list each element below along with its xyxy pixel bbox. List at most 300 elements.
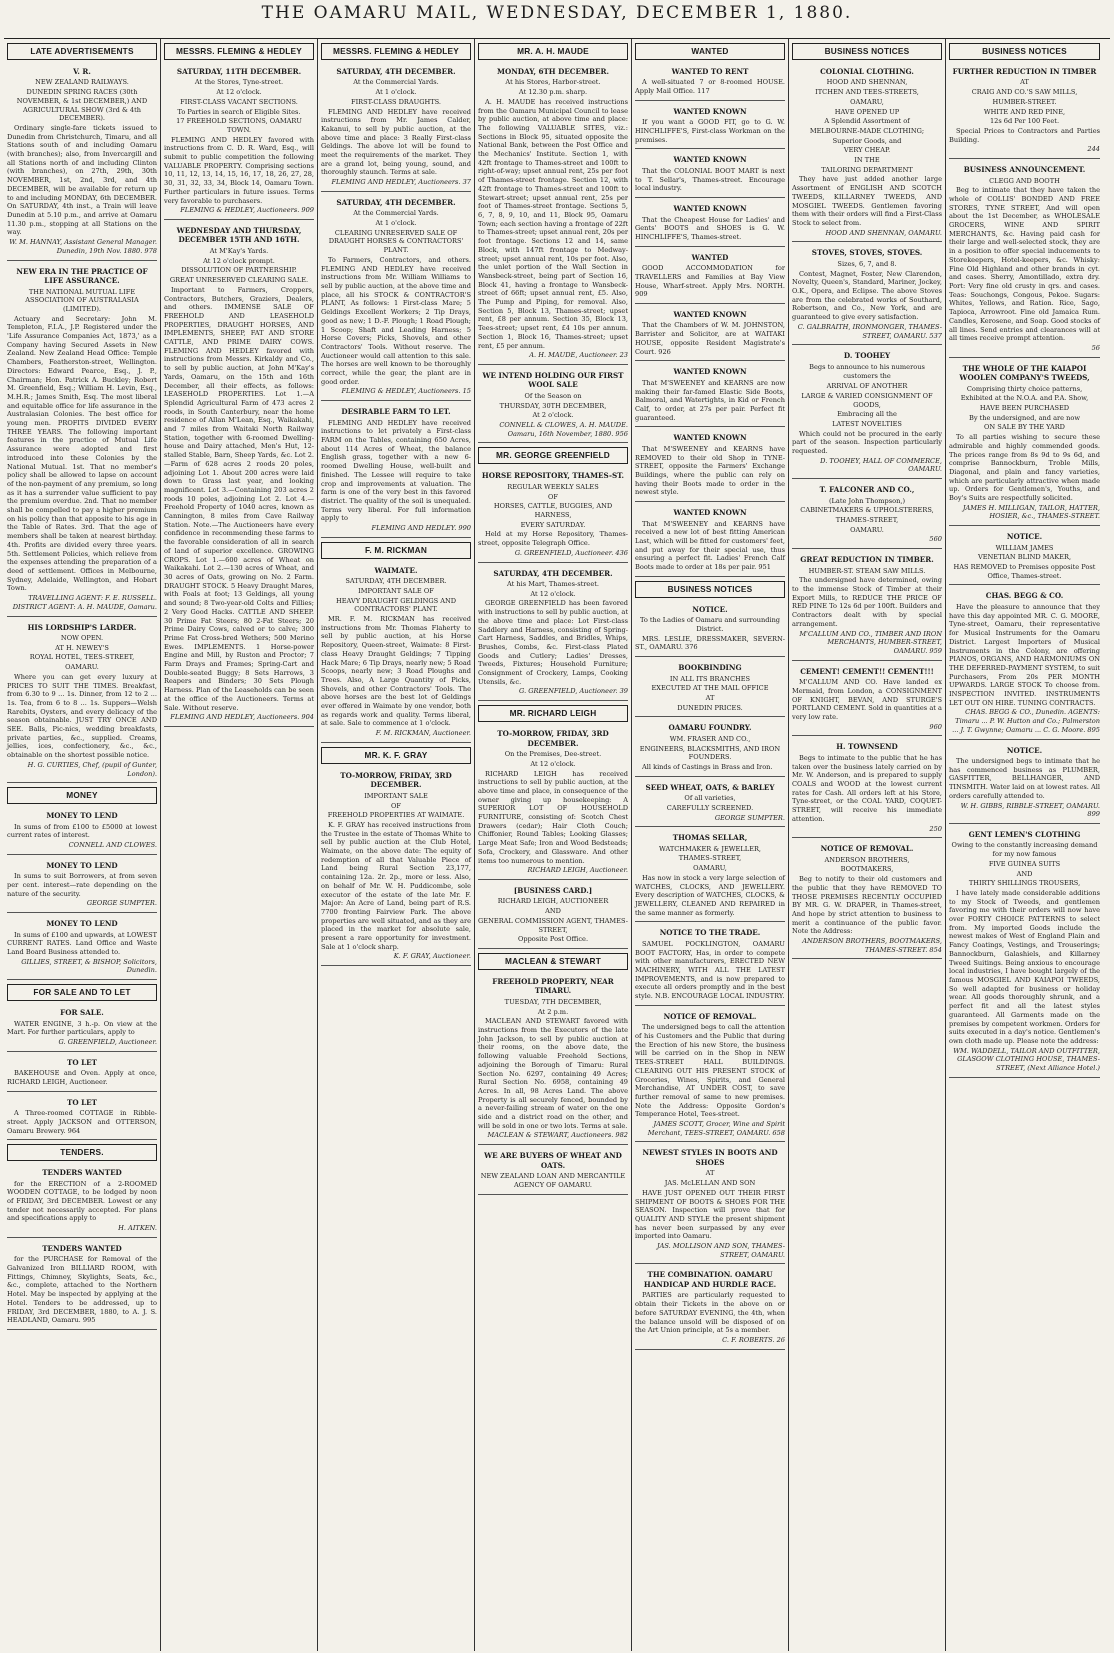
ad-line: THIRTY SHILLINGS TROUSERS, <box>968 879 1081 888</box>
column-3 <box>318 39 475 1651</box>
section-banner: MACLEAN & STEWART <box>478 953 628 970</box>
ad-line: CRAIG AND CO.'S SAW MILLS, <box>971 88 1078 97</box>
advertisement <box>635 306 785 361</box>
ad-heading: THE WHOLE OF THE KAIAPOI WOOLEN COMPANY'S TWEEDS, <box>959 363 1090 383</box>
column-6 <box>789 39 946 1651</box>
ad-line: NOW OPEN. <box>60 634 104 643</box>
ad-heading: TENDERS WANTED <box>42 1168 122 1178</box>
ad-line: ANDERSON BROTHERS, <box>824 855 910 864</box>
ad-line: AT <box>705 1169 715 1178</box>
ad-heading: SATURDAY, 4TH DECEMBER. <box>336 197 456 207</box>
ad-signature: ANDERSON BROTHERS, BOOTMAKERS, THAMES-STREET. 854 <box>802 937 942 954</box>
ad-signature: CONNELL AND CLOWES. <box>68 841 157 850</box>
ad-signature: 56 <box>1091 343 1100 352</box>
section-banner: LATE ADVERTISEMENTS <box>7 43 157 60</box>
ad-body: Has now in stock a very large selection of WATCHES, CLOCKS, AND JEWELLERY. Every description of WATCHES, CLOCKS, & JEWELLERY, CLEANED AND REPAIRED in the same manner as formerly. <box>635 873 785 917</box>
ad-line: Comprising thirty choice patterns, <box>966 384 1083 393</box>
ad-signature: W. M. HANNAY, Assistant General Manager. Dunedin, 19th Nov. 1880. 978 <box>9 238 157 255</box>
ad-line: 17 FREEHOLD SECTIONS, OAMARU TOWN. <box>176 117 302 134</box>
ad-heading: CHAS. BEGG & CO. <box>985 591 1064 601</box>
ad-heading: FREEHOLD PROPERTY, NEAR TIMARU. <box>492 976 614 996</box>
ad-signature: 560 <box>929 535 942 544</box>
ad-line: WATCHMAKER & JEWELLER, <box>659 844 761 853</box>
ad-line: AT <box>1020 78 1029 87</box>
advertisement <box>164 63 314 220</box>
ad-signature: 960 <box>929 722 942 731</box>
advertisement <box>635 249 785 304</box>
ad-heading: NEWEST STYLES IN BOOTS AND SHOES <box>642 1148 778 1167</box>
ad-heading: SEED WHEAT, OATS, & BARLEY <box>645 782 775 792</box>
advertisement <box>635 1266 785 1349</box>
ad-line: DUNEDIN SPRING RACES (30th NOVEMBER, & 1st DECEMBER,) AND AGRICULTURAL SHOW (3rd & 4th DECEMBER). <box>16 88 148 123</box>
advertisement <box>635 779 785 828</box>
ad-signature: RICHARD LEIGH, Auctioneer. <box>527 866 628 875</box>
ad-body: The undersigned begs to call the attention of his Customers and the Public that during the Erection of his new Store, the business will be carried on in the Shop in NEW TEES-STREET HALL BUILDINGS. CLEARING OUT HIS PRESENT STOCK of Groceries, Wines, Spirits, and General Merchandise, AT UNDER COST, to save further removal of same to new premises. Note the Address: Opposite Gordon's Temperance Hotel, Tees-street. <box>635 1023 785 1119</box>
section-banner: MONEY <box>7 787 157 804</box>
ad-body: In sums of £100 and upwards, at LOWEST CURRENT RATES. Land Office and Waste Land Board Business attended to. <box>7 930 157 957</box>
advertisement <box>949 161 1100 358</box>
ad-line: NEW ZEALAND LOAN AND MERCANTILE AGENCY OF OAMARU. <box>480 1172 626 1189</box>
column-2 <box>161 39 318 1651</box>
column-1 <box>4 39 161 1651</box>
ad-line: THE NATIONAL MUTUAL LIFE ASSOCIATION OF AUSTRALASIA (LIMITED). <box>25 287 139 313</box>
ad-line: VERY CHEAP. <box>843 146 891 155</box>
ad-body: The undersigned have determined, owing to the immense Stock of Timber at their Export Mills, to REDUCE THE PRICE OF RED PINE To 12s 6d per 100ft. Builders and Contractors dealt with by special arrangement. <box>792 576 942 628</box>
ad-body: Held at my Horse Repository, Thames-street, opposite Telegraph Office. <box>478 530 628 548</box>
ad-line: ON SALE BY THE YARD <box>984 423 1065 432</box>
ad-body: WATER ENGINE, 3 h.-p. On view at the Mart. For further particulars, apply to <box>7 1019 157 1037</box>
ad-line: Exhibited at the N.O.A. and P.A. Show, <box>960 394 1089 403</box>
ad-body: That M'SWEENEY and KEARNS have REMOVED to their old Shop in TYNE-STREET, opposite the Farmers' Exchange Buildings, where the public can rely on having their Boots made to order in the newest style. <box>635 444 785 497</box>
ad-line: AT H. NEWEY'S <box>55 643 109 652</box>
ad-line: At 2 o'clock. <box>532 411 574 420</box>
ad-body: A Three-roomed COTTAGE in Ribble-street. Apply JACKSON and OTTERSON, Oamaru Brewery. 964 <box>7 1109 157 1135</box>
ad-body: FLEMING AND HEDLEY have received instructions to let privately a First-class FARM on the Tables, containing 650 Acres, about 114 Acres of Wheat, the balance English grass, together with a new 6-roomed Dwelling House, well-built and finished. The Lessee will require to take crop and improvements at valuation. The farm is one of the very best in this favored district. The quality of the soil is unequaled. Terms very liberal. For full information apply to <box>321 418 471 523</box>
ad-line: IMPORTANT SALE OF <box>358 586 434 595</box>
ad-heading: D. TOOHEY <box>843 351 891 361</box>
ad-heading: HORSE REPOSITORY, THAMES-ST. <box>481 471 625 481</box>
ad-heading: H. TOWNSEND <box>836 742 898 752</box>
ad-line: ITCHEN AND TEES-STREETS, <box>815 88 919 97</box>
ad-signature: MACLEAN & STEWART, Auctioneers. 982 <box>487 1131 628 1140</box>
advertisement <box>792 481 942 549</box>
section-banner: WANTED <box>635 43 785 60</box>
ad-signature: H. G. CURTIES, Chef, (pupil of Gunter, London). <box>27 760 157 778</box>
ad-heading: FOR SALE. <box>60 1008 104 1018</box>
ad-signature: CHAS. BEGG & CO., Dunedin. AGENTS: Timaru ... P. W. Hutton and Co.; Palmerston ... J. T. Gwynne; Oamaru ... C. G. Moore. 895 <box>952 708 1100 734</box>
ad-line: NEW ZEALAND RAILWAYS. <box>35 78 129 87</box>
advertisement <box>7 63 157 261</box>
ad-line: DUNEDIN PRICES. <box>677 703 743 712</box>
advertisement <box>478 565 628 702</box>
ad-body: FLEMING AND HEDLEY have received instructions from Mr. James Calder, Kakanui, to sell by public auction, at the above time and place: 3 Really First-class Geldings. The above lot will be found to meet the requirements of the market. They are a grand lot, being young, sound, and thoroughly staunch. Terms at sale. <box>321 107 471 177</box>
ad-line: JAS. McLELLAN AND SON <box>664 1179 756 1188</box>
ad-heading: CEMENT! CEMENT!! CEMENT!!! <box>800 666 934 676</box>
advertisement <box>792 738 942 838</box>
ad-line: WILLIAM JAMES <box>995 543 1054 552</box>
ad-body: K. F. GRAY has received instructions from the Trustee in the estate of Thomas White to sell by public auction at the Club Hotel, Waimate, on the above date: The equity of redemption of all that Valuable Piece of Land being Rural Section 23,177, containing 12a. 2r. 2p., more or less. Also, on behalf of Mr. W. H. Puddicombe, sole executor of the estate of the late Mr. F. Major: An Acre of Land, being part of R.S. 7700 fronting Fairview Park. The above properties are well situated, and as they are placed in the market for absolute sale, present a rare opportunity for investment. Sale at 1 o'clock sharp. <box>321 820 471 951</box>
advertisement <box>7 263 157 617</box>
ad-heading: WE ARE BUYERS OF WHEAT AND OATS. <box>484 1151 622 1170</box>
advertisement <box>792 840 942 959</box>
ad-line: MELBOURNE-MADE CLOTHING; <box>809 126 925 135</box>
ad-body: Important to Farmers, Croppers, Contractors, Butchers, Graziers, Dealers, and others. IMMENSE SALE OF FREEHOLD AND LEASEHOLD PROPERTIES, DRAUGHT HORSES, AND IMPLEMENTS, SHEEP, FAT AND STORE CATTLE, AND PRIME DAIRY COWS. FLEMING AND HEDLEY favored with instructions from Messrs. Kirkaldy and Co., to sell by public auction, at John M'Kay's Yards, Oamaru, on the 15th and 16th December, all their effects, as follows: LEASEHOLD PROPERTIES. Lot 1.—A Splendid Agricultural Farm of 473 acres 2 roods, in South Canterbury, near the home residence of Allan M'Lean, Esq., Waikakahi, and 7 miles from Waitaki North Railway Station, together with 6-roomed Dwelling-house and Dairy attached, Men's Hut, 12-stalled Stable, Barn, Sheep Yards, &c. Lot 2.—Farm of 628 acres 2 roods 20 poles, adjoining Lot 1. About 200 acres were laid down to Grass last year, and looking magnificent. Lot 3.—Containing 203 acres 2 roods 10 poles, adjoining Lot 2. Lot 4.—Freehold Property of 1040 acres, known as Cannington, 8 miles from Cave Railway Station. Note.—The Auctioneers have every confidence in recommending these farms to the favorable consideration of all in search of land of superior excellence. GROWING CROPS. Lot 1.—600 acres of Wheat on Waikakahi. Lot 2.—130 acres of Wheat, and 30 acres of Oats, growing on No. 2 Farm. DRAUGHT STOCK. 5 Heavy Draught Mares, with Foals at foot; 13 Geldings, all young and sound; 8 Two-year-old Colts and Fillies; 2 Very Good Hacks. CATTLE AND SHEEP. 30 Prime Fat Steers; 80 2-Fat Steers; 20 Prime Dairy Cows, calved or to calve; 300 Prime Fat Cross-bred Wethers; 500 Merino Ewes. IMPLEMENTS. 1 Horse-power Engine and Mill, by Ruston and Proctor; 7 Farm Drays and Frames; Spring-Cart and Double-seated Buggy; 8 Sets Harrows, 3 Reapers and Binders; 30 Sets Plough Harness. Plan of the Leaseholds can be seen at the office of the Auctioneers. Terms at Sale. Without reserve. <box>164 285 314 712</box>
ad-line: At the Stores, Tyne-street. <box>194 78 284 87</box>
ad-heading: V. R. <box>73 66 91 76</box>
ad-heading: WANTED <box>691 252 729 262</box>
ad-signature: GEORGE SUMPTER. <box>714 813 785 822</box>
ad-line: Begs to announce to his numerous <box>809 362 925 371</box>
ad-body: I have lately made considerable additions to my Stock of Tweeds, and gentlemen favoring me with their orders will now have over FORTY CHOICE PATTERNS to select from. My imported Goods include the newest makes of West of England Plain and Fancy Coatings, Vestings, and Trouserings; Bannockburn, Galashiels, and Killarney Tweed Suitings. Being anxious to encourage local industries, I have bought largely of the famous MOSGIEL AND KAIAPOI TWEEDS, So well adapted for business or holiday wear. All goods thoroughly shrunk, and a perfect fit and all the latest styles guaranteed. All Garments made on the premises by competent workmen. Orders for suits executed in a day's notice. Gentlemen's own cloth made up. Please note the address: <box>949 888 1100 1045</box>
ad-heading: WANTED TO RENT <box>671 66 749 76</box>
ad-body: MACLEAN AND STEWART favored with instructions from the Executors of the late John Jackson, to sell by public auction at their rooms, on the above date, the following valuable Freehold Sections, adjoining the Borough of Timaru: Rural Section No. 6297, containing 49 Acres; Rural Section No. 6958, containing 49 Acres. In all, 98 Acres Land. The above Property is all securely fenced, bounded by a never-failing stream of water on the one side and a district road on the other, and will be sold in one or two lots. Terms at sale. <box>478 1017 628 1130</box>
ad-heading: GREAT REDUCTION IN TIMBER. <box>800 555 934 565</box>
ad-body: That M'SWEENEY and KEARNS are now making their far-famed Elastic Side Boots, Balmoral, and Watertights, in Kid or French Calf, to order, at 27s per pair. Perfect fit guaranteed. <box>635 378 785 422</box>
ad-heading: TO-MORROW, FRIDAY, 3RD DECEMBER. <box>340 770 452 790</box>
ad-heading: SATURDAY, 4TH DECEMBER. <box>493 568 613 578</box>
ad-signature: F. M. RICKMAN, Auctioneer. <box>375 729 471 738</box>
ad-body: That the COLONIAL BOOT MART is next to T. Sellar's, Thames-street. Encourage local industry. <box>635 166 785 193</box>
advertisement <box>635 1008 785 1143</box>
ad-line: Sizes, 6, 7, and 8. <box>837 259 897 268</box>
ad-line: At 12 o'clock. <box>530 759 576 768</box>
ad-heading: TO LET <box>67 1057 97 1067</box>
ad-body: for the PURCHASE for Removal of the Galvanized Iron BILLIARD ROOM, with Fittings, Chimney, Skylights, Seats, &c., &c., complete, attached to the Northern Hotel. May be inspected by applying at the Hotel. Tenders to be addressed, up to FRIDAY, 3rd DECEMBER, 1880, to A. J. S. HEADLAND, Oamaru. 995 <box>7 1255 157 1325</box>
ad-line: RICHARD LEIGH, AUCTIONEER <box>497 897 609 906</box>
ad-heading: NOTICE OF REMOVAL. <box>663 1011 757 1021</box>
ad-heading: MONEY TO LEND <box>46 919 118 929</box>
advertisement <box>478 467 628 562</box>
ad-heading: THE COMBINATION. OAMARU HANDICAP AND HURDLE RACE. <box>643 1270 777 1289</box>
ad-line: To Parties in search of Eligible Sites. <box>177 107 301 116</box>
section-banner: FOR SALE AND TO LET <box>7 984 157 1001</box>
ad-line: At 12 o'clock. <box>216 88 262 97</box>
ad-body: HAVE JUST OPENED OUT THEIR FIRST SHIPMENT OF BOOTS & SHOES FOR THE SEASON. Inspection will prove that for QUALITY AND STYLE the present shipment has never been surpassed by any ever imported into Oamaru. <box>635 1188 785 1241</box>
ad-line: OF <box>548 492 558 501</box>
ad-body: Ordinary single-fare tickets issued to Dunedin from Christchurch, Timaru, and all Stations south of and including Oamaru (with branches); also, from Invercargill and all Stations north of and including Clinton (with branches), on 27th, 29th, 30th NOVEMBER, 1st, 2nd, 3rd, and 4th DECEMBER, will be available for return up to and including MONDAY, 6th DECEMBER. On SATURDAY, 4th inst., a Train will leave Dunedin at 5.10 p.m., and arrive at Oamaru 11.30 p.m., stopping at all Stations on the way. <box>7 123 157 237</box>
ad-body: In sums of from £100 to £5000 at lowest current rates of interest. <box>7 822 157 840</box>
section-banner: MR. RICHARD LEIGH <box>478 705 628 722</box>
ad-line: AND <box>1016 869 1033 878</box>
advertisement <box>635 63 785 101</box>
ad-line: OAMARU. <box>65 663 99 672</box>
ad-heading: TENDERS WANTED <box>42 1243 122 1253</box>
ad-line: HEAVY DRAUGHT GELDINGS AND CONTRACTORS' PLANT. <box>335 596 457 614</box>
ad-signature: H. AITKEN. <box>118 1224 157 1233</box>
advertisement <box>635 719 785 776</box>
ad-line: At his Mart, Thames-street. <box>507 580 599 589</box>
ad-line: GENERAL COMMISSION AGENT, THAMES-STREET, <box>478 916 628 934</box>
ad-body: All kinds of Castings in Brass and Iron. <box>642 762 773 771</box>
ad-body: RICHARD LEIGH has received instructions to sell by public auction, at the above time and place, in consequence of the owner giving up housekeeping: A SUPERIOR LOT OF HOUSEHOLD FURNITURE, consisting of: Scotch Chest Drawers (cedar); Hair Cloth Couch; Chiffonier, Round Tables; Looking Glasses; Large Meat Safe; Iron and Wood Bedsteads; Sofa, Crockery, and Glassware. And other items too numerous to mention. <box>478 769 628 865</box>
ad-body: That M'SWEENEY and KEARNS have received a new lot of best fitting American Last, which will be fitted for customers' feet, and put away for their special use, thus ensuring a perfect fit. Ladies' French Calf Boots made to order at 18s per pair. 951 <box>635 519 785 572</box>
ad-line: OF <box>391 801 401 810</box>
ad-line: LARGE & VARIED CONSIGNMENT OF GOODS, <box>801 391 933 409</box>
ad-heading: THOMAS SELLAR, <box>672 833 748 843</box>
ad-line: WM. FRASER AND CO., <box>669 734 751 743</box>
advertisement <box>7 1240 157 1330</box>
ad-signature: C. GALBRAITH, IRONMONGER, THAMES-STREET, OAMARU. 537 <box>797 322 942 340</box>
ad-line: CLEARING UNRESERVED SALE OF DRAUGHT HORSES & CONTRACTORS' PLANT. <box>328 228 464 255</box>
section-banner: F. M. RICKMAN <box>321 542 471 559</box>
ad-signature: WM. WADDELL, TAILOR AND OUTFITTER, GLASGOW CLOTHING HOUSE, THAMES-STREET, (Next Alliance Hotel.) <box>953 1046 1100 1073</box>
ad-line: AT <box>705 693 715 702</box>
advertisement <box>635 429 785 502</box>
ad-body: A. H. MAUDE has received instructions from the Oamaru Municipal Council to lease by public auction, at above time and place: The following VALUABLE SITES, viz.: Sections in Block 95, situated opposite the National Bank, between the Post Office and the Mechanics' Institute. Section 1, with 42ft frontage to Thames-street and 100ft to right-of-way; upset annual rent, 25s per foot of Thames-street frontage. Section 12, with 42ft frontage to Thames-street and 100ft to Stewart-street; upset annual rent, 25s per foot of Thames-street frontage. Sections 5, 6, 7, 8, 9, 10, and 11, Block 95, Oamaru Town; each section having a frontage of 22ft to Thames-street; upset annual rent, 20s per foot frontage. Sections 12 and 14, same Block, with 147ft frontage to Medway-street; upset annual rent, 10s per foot. Also, the unlet portion of the Wall Section in Wansbeck-street, being part of Section 16, Block 41, having a frontage to Wansbeck-street of 66ft; upset annual rent, £5. Also, The Pump and Piping, for removal. Also, Section 5, Block 13, Thames-street; upset rent, £8 per annum. Section 35, Block 13, Tees-street; upset rent, £4 10s per annum. Section 1, Block 16, Thames-street; upset rent, £5 per annum. <box>478 97 628 350</box>
advertisement <box>7 1004 157 1052</box>
ad-signature: G. GREENFIELD, Auctioneer. 39 <box>519 687 628 696</box>
ad-body: A well-situated 7 or 8-roomed HOUSE. Apply Mail Office. 117 <box>635 78 785 96</box>
ad-body: Beg to intimate that they have taken the whole of COLLIS' BONDED AND FREE STORES, TYNE STREET, And will open about the 1st December, as WHOLESALE GROCERS, WINE AND SPIRIT MERCHANTS, &c. Having paid cash for their large and well-selected stock, they are in a position to offer special inducements to Storekeepers, Hotel-keepers, &c. Whisky: Fine Old Highland and other brands in cyt. and cases. Sherry, Amontillado, extra dry. Port: Very fine old crusty in qrs. and cases. Teas: Souchongs, Congous, Pekoe. Sugars: Whites, Yellows, and Ration. Rice, Sago, Tapioca, Arrowroot. Fine old Jamaica Rum. Candles, Kerosene, and Soap. Good stocks of all lines. Send entries and clearances will at all times receive prompt attention. <box>949 186 1100 343</box>
ad-line: HAS REMOVED to Premises opposite Post Office, Thames-street. <box>953 563 1096 580</box>
ad-heading: WANTED KNOWN <box>673 508 747 518</box>
ad-line: At his Stores, Harbor-street. <box>505 78 601 87</box>
ad-line: At the Commercial Yards. <box>353 78 439 87</box>
ad-heading: WANTED KNOWN <box>673 309 747 319</box>
ad-line: CABINETMAKERS & UPHOLSTERERS, <box>800 506 934 515</box>
ad-line: GREAT UNRESERVED CLEARING SALE. <box>169 276 309 285</box>
ad-heading: BOOKBINDING <box>678 663 742 672</box>
ad-line: HUMBER-STREET. <box>992 97 1057 106</box>
ad-line: ROYAL HOTEL, TEES-STREET, <box>29 653 135 662</box>
ad-heading: MONEY TO LEND <box>46 860 118 870</box>
ad-line: A Splendid Assortment of <box>824 117 910 126</box>
ad-signature: FLEMING & HEDLEY, Auctioneers. 15 <box>341 387 471 396</box>
section-banner: MR. GEORGE GREENFIELD <box>478 447 628 464</box>
ad-line: HUMBER-ST. STEAM SAW MILLS. <box>808 566 926 575</box>
advertisement <box>949 826 1100 1078</box>
ad-heading: WAIMATE. <box>374 565 418 575</box>
advertisement <box>792 63 942 242</box>
ad-heading: WANTED KNOWN <box>673 106 747 116</box>
ad-line: HAVE OPENED UP <box>834 107 900 116</box>
ad-line: By the undersigned, and are now <box>968 413 1081 422</box>
ad-body: GOOD ACCOMMODATION for TRAVELLERS and Families at Bay View House, Wharf-street. Apply Mrs. NORTH. 909 <box>635 264 785 299</box>
ad-body: That the Cheapest House for Ladies' and Gents' BOOTS and SHOES is G. W. HINCHLIFFE'S, Thames-street. <box>635 215 785 241</box>
advertisement <box>635 924 785 1005</box>
ad-heading: FURTHER REDUCTION IN TIMBER <box>952 66 1097 76</box>
ad-body: SAMUEL POCKLINGTON, OAMARU BOOT FACTORY, Has, in order to compete with other manufacturers, ERECTED NEW MACHINERY, WITH ALL THE LATEST IMPROVEMENTS, and is now prepared to execute all orders promptly and in the best style. N.B. ENCOURAGE LOCAL INDUSTRY. <box>635 939 785 1001</box>
ad-line: IMPORTANT SALE <box>364 791 428 800</box>
ad-line: At 1 o'clock. <box>375 88 417 97</box>
ad-line: DISSOLUTION OF PARTNERSHIP. <box>181 266 297 275</box>
advertisement <box>321 194 471 401</box>
ad-heading: COLONIAL CLOTHING. <box>820 66 914 76</box>
ad-heading: HIS LORDSHIP'S LARDER. <box>27 622 137 632</box>
ad-line: BOOTMAKERS, <box>840 865 894 874</box>
advertisement <box>635 151 785 198</box>
advertisement <box>7 619 157 784</box>
ad-body: If you want a GOOD FIT, go to G. W. HINCHLIFFE'S, First-class Workman on the premises. <box>635 118 785 144</box>
advertisement <box>321 562 471 743</box>
advertisement <box>635 1144 785 1264</box>
ad-line: At 12 o'clock prompt. <box>203 256 275 265</box>
ad-line: HORSES, CATTLE, BUGGIES, AND HARNESS, <box>493 502 613 519</box>
ad-heading: T. FALCONER AND CO., <box>819 485 915 495</box>
masthead <box>0 0 1114 28</box>
ad-signature: FLEMING AND HEDLEY, Auctioneers. 904 <box>170 713 314 722</box>
ad-line: Embracing all the <box>837 410 897 419</box>
advertisement <box>7 807 157 855</box>
ad-line: FIRST-CLASS VACANT SECTIONS. <box>180 97 298 106</box>
ad-line: 12s 6d Per 100 Feet. <box>989 117 1060 126</box>
ad-line: IN ALL ITS BRANCHES <box>669 674 751 683</box>
ad-body: The undersigned begs to intimate that he has commenced business as PLUMBER, GASFITTER, BELLHANGER, AND TINSMITH. Water laid on at lowest rates. All orders carefully attended to. <box>949 757 1100 800</box>
ad-line: FIRST-CLASS DRAUGHTS. <box>351 97 441 106</box>
advertisement <box>949 742 1100 824</box>
ad-line: To the Ladies of Oamaru and surrounding District. <box>639 616 781 633</box>
advertisement <box>478 725 628 880</box>
ad-signature: JAMES SCOTT, Grocer, Wine and Spirit Merchant, TEES-STREET, OAMARU. 658 <box>647 1120 785 1137</box>
section-banner: MR. K. F. GRAY <box>321 747 471 764</box>
advertisement <box>7 1054 157 1092</box>
ad-heading: BUSINESS ANNOUNCEMENT. <box>963 165 1086 175</box>
ad-signature: A. H. MAUDE, Auctioneer. 23 <box>529 351 628 360</box>
ad-body: Have the pleasure to announce that they have this day appointed MR. C. G. MOORE, Tyne-street, Oamaru, their representative for Musical Instruments for the Oamaru District. Largest Importers of Musical Instruments in the Colony, are offering PIANOS, ORGANS, AND HARMONIUMS ON THE DEFERRED-PAYMENT SYSTEM, to suit Purchasers, From 20s PER MONTH UPWARDS. LARGE STOCK To choose from. INSPECTION INVITED. INSTRUMENTS LET OUT ON HIRE. TUNING CONTRACTS. <box>949 602 1100 707</box>
ad-body: To all parties wishing to secure these admirable and highly commended goods. The prices range from 8s 9d to 9s 6d, and comprise Bannockburn, Troble Mills, Diagonal, and plain and fancy varieties, which are particularly attractive when made up. Orders for Gentlemen's, Youths, and Boy's Suits are respectfully solicited. <box>949 433 1100 503</box>
ad-line: LATEST NOVELTIES <box>832 419 902 428</box>
ad-line: On the Premises, Dee-street. <box>504 750 602 759</box>
ad-heading: [BUSINESS CARD.] <box>513 885 593 895</box>
advertisement <box>7 857 157 913</box>
ad-line: OAMARU, <box>693 864 727 873</box>
ad-heading: STOVES, STOVES, STOVES. <box>811 248 923 258</box>
ad-line: At 12.30 p.m. sharp. <box>518 88 588 97</box>
ad-signature: 244 <box>1087 145 1100 154</box>
advertisement <box>7 1094 157 1141</box>
ad-line: TUESDAY, 7TH DECEMBER, <box>504 997 602 1006</box>
ad-heading: OAMARU FOUNDRY. <box>668 723 752 733</box>
ad-body: MR. F. M. RICKMAN has received instructions from Mr. Thomas Flaherty to sell by public auction, at his Horse Repository, Queen-street, Waimate: 8 First-class Heavy Draught Geldings; 7 Tipping Hack Mare; 6 Tip Drays, nearly new; 5 Road Scoops, nearly new; 3 Road Ploughs and Trees. Also, A Large Quantity of Picks, Shovels, and other Contractors' Tools. The above horses are the best lot of Geldings ever offered in Waimate by one vendor, both as regards work and quality. Terms liberal, at sale. Sale to commence at 1 o'clock. <box>321 615 471 728</box>
ad-signature: FLEMING AND HEDLEY, Auctioneers. 37 <box>331 178 471 187</box>
advertisement <box>635 829 785 922</box>
ad-signature: JAS. MOLLISON AND SON, THAMES-STREET, OAMARU. <box>656 1242 785 1259</box>
ad-heading: NOTICE TO THE TRADE. <box>659 928 761 938</box>
ad-line: FREEHOLD PROPERTIES AT WAIMATE. <box>327 811 465 820</box>
ad-body: MRS. LESLIE, DRESSMAKER, SEVERN-ST., OAMARU. 376 <box>635 634 785 652</box>
ad-signature: G. GREENFIELD, Auctioneer. 436 <box>514 548 628 557</box>
ad-body: BAKEHOUSE and Oven. Apply at once, RICHARD LEIGH, Auctioneer. <box>7 1069 157 1086</box>
ad-body: Which could not be procured in the early part of the season. Inspection particularly requested. <box>792 429 942 456</box>
ad-line: TAILORING DEPARTMENT <box>821 165 913 174</box>
ad-line: HAVE BEEN PURCHASED <box>979 404 1070 413</box>
ad-line: SATURDAY, 4TH DECEMBER. <box>345 577 447 586</box>
ad-heading: TO-MORROW, FRIDAY, 3RD DECEMBER. <box>497 729 609 748</box>
advertisement <box>949 360 1100 527</box>
advertisement <box>164 222 314 727</box>
ad-line: Owing to the constantly increasing demand for my now famous <box>951 841 1098 859</box>
masthead-title: THE OAMARU MAIL, WEDNESDAY, DECEMBER 1, 1880. <box>261 3 853 23</box>
ad-signature: G. GREENFIELD, Auctioneer. <box>58 1037 157 1046</box>
ad-line: (Late John Thompson,) <box>828 496 906 505</box>
advertisement <box>7 915 157 980</box>
ad-signature: JAMES H. MILLIGAN, TAILOR, HATTER, HOSIER, &c., THAMES-STREET. <box>962 503 1100 521</box>
ad-line: CLEGG AND BOOTH <box>989 176 1060 185</box>
ad-body: Special Prices to Contractors and Parties Building. <box>949 126 1100 144</box>
ad-line: VENETIAN BLIND MAKER, <box>977 553 1072 562</box>
ad-line: THAMES-STREET, <box>835 516 899 525</box>
ad-body: M'CALLUM AND CO. Have landed ex Mermaid, from London, a CONSIGNMENT OF KNIGHT, BEVAN, AND STURGE'S PORTLAND CEMENT. Sold in quantities at a very low rate. <box>792 678 942 722</box>
ad-heading: TO LET <box>67 1097 97 1107</box>
column-7 <box>946 39 1103 1651</box>
advertisement <box>478 882 628 949</box>
ad-heading: NOTICE. <box>692 604 728 614</box>
section-banner: MESSRS. FLEMING & HEDLEY <box>164 43 314 60</box>
advertisement <box>635 200 785 247</box>
ad-signature: GEORGE SUMPTER. <box>86 899 157 908</box>
ad-line: THAMES-STREET, <box>678 854 742 863</box>
section-banner: BUSINESS NOTICES <box>635 581 785 598</box>
ad-line: OAMARU. <box>850 525 884 534</box>
ad-body: Contest, Magnet, Foster, New Clarendon, Novelty, Queen's, Standard, Mariner, Jockey, O.K., Opera, and Eclipse. The above Stoves are from the celebrated works of Southard, Robertson, and Co., New York, and are guaranteed to give every satisfaction. <box>792 269 942 322</box>
ad-line: Of the Season on <box>524 391 582 400</box>
ad-body: They have just added another large Assortment of ENGLISH AND SCOTCH TWEEDS, KILLARNEY TWEEDS, AND MOSGIEL TWEEDS. Gentlemen favoring them with their orders will find a First-Class Stock to select from. <box>792 175 942 227</box>
ad-heading: DESIRABLE FARM TO LET. <box>341 407 451 417</box>
advertisement <box>792 551 942 661</box>
ad-signature: 250 <box>929 824 942 833</box>
advertisement <box>949 587 1100 739</box>
ad-line: EVERY SATURDAY. <box>520 520 586 529</box>
ad-body: for the ERECTION of a 2-ROOMED WOODEN COTTAGE, to be lodged by noon of FRIDAY, 3rd DECEMBER. Lowest or any tender not necessarily accepted. For plans and specifications apply to <box>7 1179 157 1223</box>
ad-line: At 2 p.m. <box>537 1007 569 1016</box>
ad-line: OAMARU, <box>850 97 884 106</box>
ad-body: To Farmers, Contractors, and others. FLEMING AND HEDLEY have received instructions from Mr. William Williams to sell by public auction, at the above time and place, all his STOCK & CONTRACTOR'S PLANT, As follows: 1 First-class Mare; 5 Geldings Excellent Workers; 2 Tip Drays, good as new; 1 D.-F. Plough; 1 Road Plough; 1 Scoop; Shaft and Leading Harness; 5 Horse Covers; Picks, Shovels, and other Contractors' Tools. Without reserve. The Auctioneer would call attention to this sale. The horses are well known to be thoroughly correct, while the gear, the plant are in good order. <box>321 255 471 386</box>
ad-heading: WANTED KNOWN <box>673 155 747 165</box>
ad-heading: NOTICE OF REMOVAL. <box>820 844 914 854</box>
ad-heading: NOTICE. <box>1006 532 1043 542</box>
section-banner: TENDERS. <box>7 1144 157 1161</box>
ad-heading: NEW ERA IN THE PRACTICE OF LIFE ASSURANCE. <box>16 266 148 285</box>
ad-signature: FLEMING & HEDLEY, Auctioneers. 909 <box>180 206 314 215</box>
ad-line: FIVE GUINEA SUITS <box>988 859 1061 868</box>
advertisement <box>635 659 785 717</box>
ad-line: WHITE AND RED PINE, <box>983 107 1066 116</box>
ad-body: Where you can get every luxury at PRICES TO SUIT THE TIMES. Breakfast, from 6.30 to 9 ... 1s. Dinner, from 12 to 2 ... 1s. Tea, from 6 to 8 ... 1s. Suppers—Welsh Rarebits, Oysters, and every delicacy of the season obtainable. JUST TRY ONCE AND SEE. Balls, Pic-nics, wedding breakfasts, private parties, &c., supplied. Creams, jellies, ices, confectionery, &c., &c., obtainable on the shortest possible notice. <box>7 672 157 760</box>
ad-line: AND <box>545 907 561 916</box>
ad-heading: MONDAY, 6TH DECEMBER. <box>497 66 609 76</box>
advertisement <box>478 973 628 1145</box>
ad-signature: M'CALLUM AND CO., TIMBER AND IRON MERCHANTS, HUMBER-STREET, OAMARU. 959 <box>799 629 942 655</box>
ad-line: ARRIVAL OF ANOTHER <box>826 382 908 391</box>
ad-line: At M'Kay's Yards. <box>209 246 269 255</box>
ad-signature: TRAVELLING AGENT: F. E. RUSSELL. DISTRICT AGENT: A. H. MAUDE, Oamaru. <box>12 594 157 611</box>
ad-heading: GENT LEMEN'S CLOTHING <box>968 829 1081 839</box>
ad-signature: W. H. GIBBS, RIBBLE-STREET, OAMARU. 899 <box>960 801 1100 819</box>
ad-line: At 12 o'clock. <box>530 589 576 598</box>
section-banner: BUSINESS NOTICES <box>792 43 942 60</box>
advertisement <box>7 1164 157 1238</box>
ad-line: THURSDAY, 30TH DECEMBER, <box>499 401 607 410</box>
ad-line: REGULAR WEEKLY SALES <box>507 482 599 491</box>
ad-line: HOOD AND SHENNAN, <box>826 78 908 87</box>
ad-line: CAREFULLY SCREENED. <box>666 803 754 812</box>
page-columns <box>4 38 1110 1651</box>
ad-heading: WANTED KNOWN <box>673 204 747 214</box>
ad-heading: WEDNESDAY AND THURSDAY, DECEMBER 15TH AND 16TH. <box>176 225 302 245</box>
ad-line: At 1 o'clock. <box>375 219 417 228</box>
ad-signature: FLEMING AND HEDLEY. 990 <box>371 524 471 533</box>
ad-line: EXECUTED AT THE MAIL OFFICE <box>651 684 769 693</box>
advertisement <box>792 347 942 479</box>
advertisement <box>949 528 1100 585</box>
advertisement <box>478 63 628 365</box>
section-banner: MESSRS. FLEMING & HEDLEY <box>321 43 471 60</box>
ad-body: In sums to suit Borrowers, at from seven per cent. interest—rate depending on the nature of the security. <box>7 872 157 898</box>
ad-heading: MONEY TO LEND <box>46 811 118 821</box>
ad-signature: K. F. GRAY, Auctioneer. <box>393 952 471 961</box>
ad-signature: GILLIES, STREET, & BISHOP, Solicitors, Dunedin. <box>21 957 157 975</box>
section-banner: MR. A. H. MAUDE <box>478 43 628 60</box>
